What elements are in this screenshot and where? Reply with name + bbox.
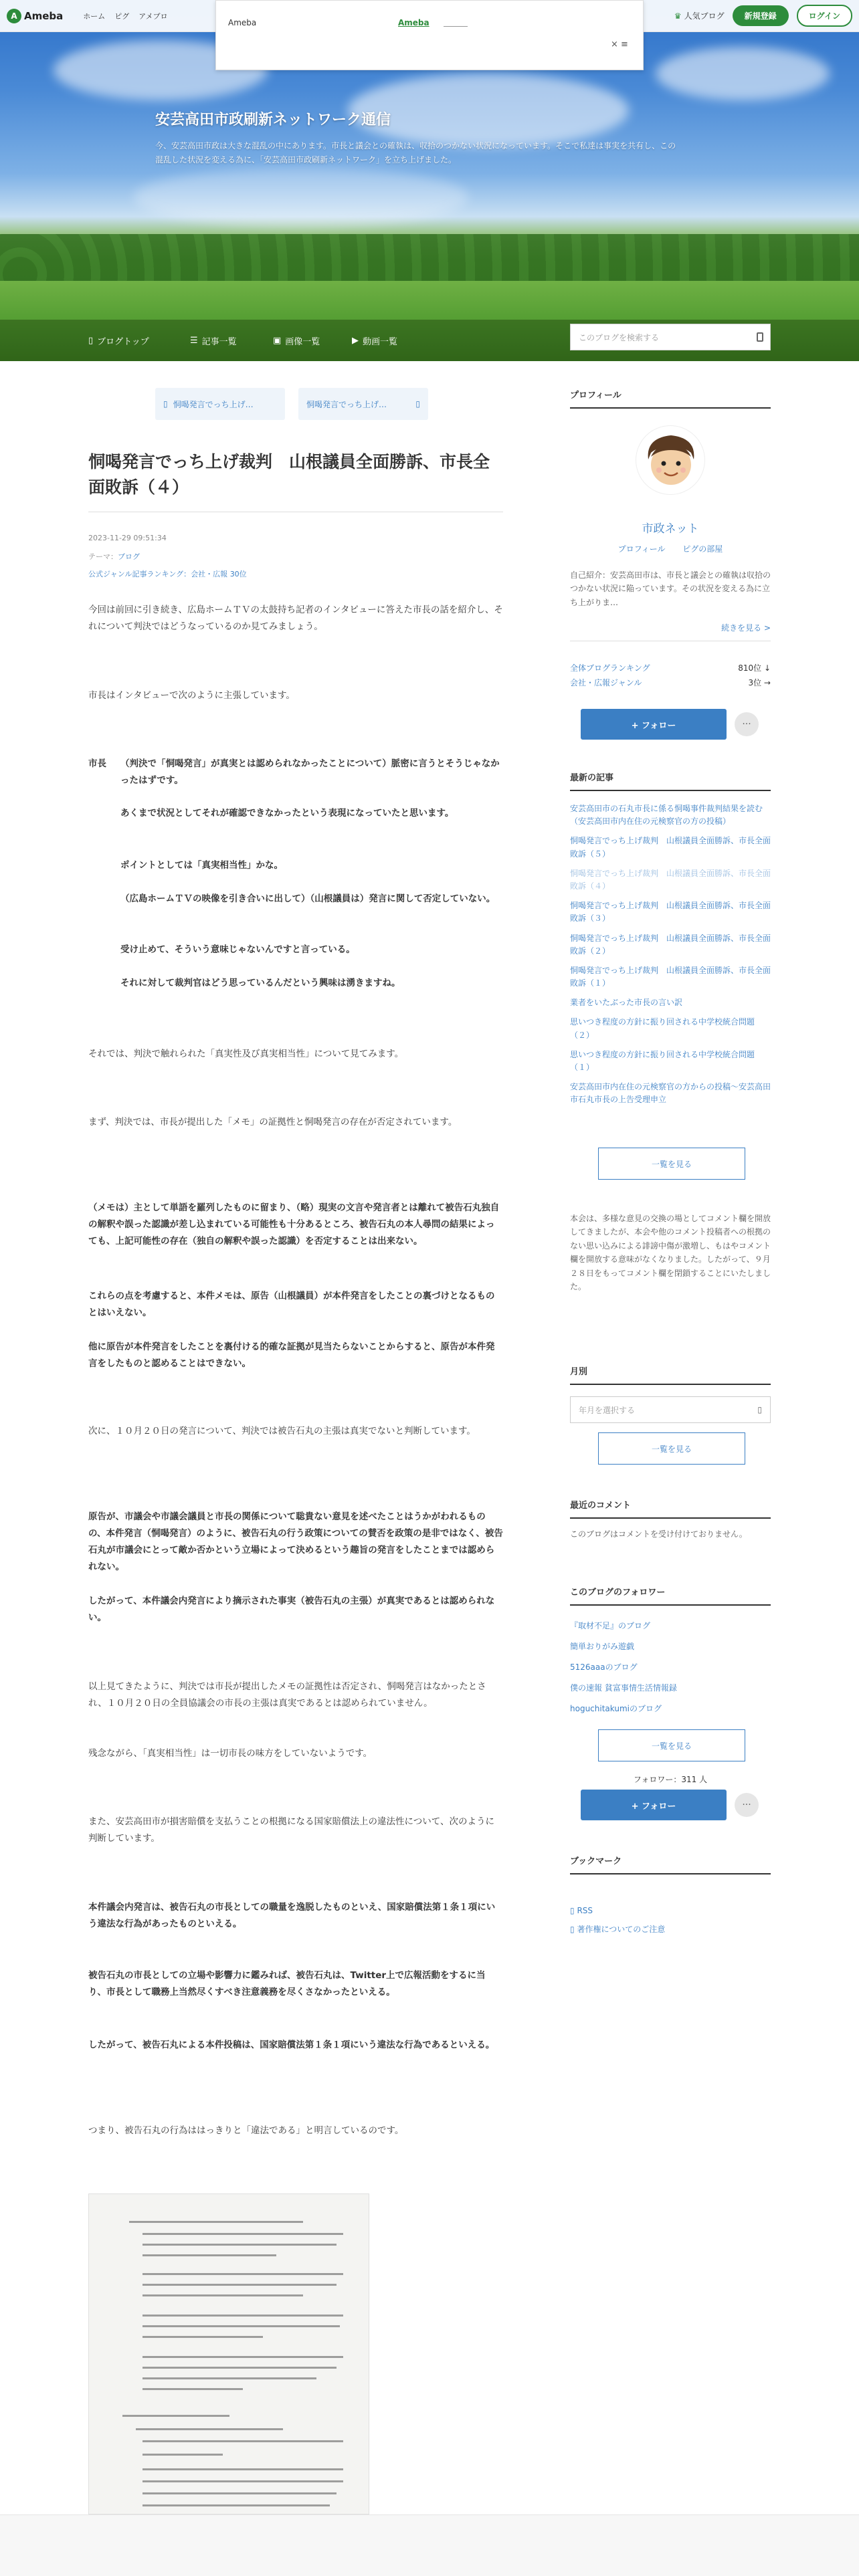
doc-icon: ▯	[570, 1925, 575, 1934]
latest-entry[interactable]: 恫喝発言でっち上げ裁判 山根議員全面勝訴、市長全面敗訴（１）	[570, 965, 771, 988]
followers-heading: このブログのフォロワー	[570, 1585, 771, 1606]
top-right-actions	[674, 5, 852, 27]
follow-button[interactable]: + フォロー	[581, 709, 727, 740]
prev-article-button[interactable]: ▯ 恫喝発言でっち上げ…	[155, 388, 285, 420]
judgment-quote: したがって、被告石丸による本件投稿は、国家賠償法第１条１項にいう違法な行為であるといえる。	[88, 2040, 495, 2050]
nav-entry-list[interactable]: ☰ 記事一覧	[190, 336, 237, 347]
quote-line: ポイントとしては「真実相当性」かな。	[120, 860, 283, 871]
follower-count: フォロワー：311 人	[633, 1775, 708, 1784]
blog-title[interactable]: 安芸高田市政刷新ネットワーク通信	[155, 112, 391, 128]
top-nav-pigg[interactable]: ピグ	[114, 11, 130, 21]
login-button[interactable]: ログイン	[797, 5, 852, 27]
judgment-document-photo[interactable]	[88, 2193, 369, 2514]
popular-blog-link[interactable]: ♛ 人気ブログ	[674, 11, 725, 21]
quote-line: （判決で「恫喝発言」が真実とは認められなかったことについて）脈密に言うとそうじゃなかったはずです。	[120, 758, 500, 786]
rank-genre: 会社・広報ジャンル 3位 →	[570, 678, 771, 687]
follower-item[interactable]: 簡単おりがみ遊戯	[570, 1642, 635, 1651]
profile-intro: 自己紹介：安芸高田市は、市長と議会との確執は収拾のつかない状況に陥っています。その状況を変える為に立ち上がりま…	[570, 570, 771, 607]
signup-button[interactable]: 新規登録	[733, 5, 789, 26]
paragraph: つまり、被告石丸の行為ははっきりと「違法である」と明言しているのです。	[88, 2125, 404, 2136]
rank-all-link[interactable]: 全体ブログランキング	[570, 663, 650, 673]
ad-label: Ameba	[228, 18, 257, 27]
judgment-quote: 他に原告が本件発言をしたことを裏付ける的確な証拠が見当たらないことからすると、原告が本件発言をしたものと認めることはできない。	[88, 1341, 495, 1369]
latest-entry[interactable]: 安芸高田市の石丸市長に係る恫喝事件裁判結果を読む（安芸高田市内在住の元検察官の方の投稿）	[570, 804, 763, 827]
paragraph: それでは、判決で触れられた「真実性及び真実相当性」について見てみます。	[88, 1049, 404, 1059]
follower-list	[570, 1620, 771, 1723]
follow-button-2[interactable]: + フォロー	[581, 1790, 727, 1820]
quote-line: それに対して裁判官はどう思っているんだという興味は湧きますね。	[120, 978, 401, 988]
follower-item[interactable]: 5126aaaのブログ	[570, 1662, 638, 1672]
latest-entry[interactable]: 恫喝発言でっち上げ裁判 山根議員全面勝訴、市長全面敗訴（２）	[570, 933, 771, 956]
bookmark-heading: ブックマーク	[570, 1854, 771, 1874]
copyright-link[interactable]: ▯ 著作権についてのご注意	[570, 1925, 666, 1934]
judgment-quote: したがって、本件議会内発言により摘示された事実（被告石丸の主張）が真実であるとは認められない。	[88, 1596, 495, 1623]
latest-heading: 最新の記事	[570, 770, 771, 791]
paragraph: 残念ながら、「真実相当性」は一切市長の味方をしていないようです。	[88, 1748, 373, 1759]
paragraph: 以上見てきたように、判決では市長が提出したメモの証拠性は否定され、恫喝発言はなかったとされ、１０月２０日の全員協議会の市長の主張は真実であるとは認められていません。	[88, 1681, 486, 1709]
image-icon: ▣	[273, 336, 282, 346]
tree-line	[0, 234, 859, 288]
article-theme: テーマ：ブログ	[88, 552, 140, 561]
comments-heading: 最近のコメント	[570, 1498, 771, 1519]
profile-name[interactable]: 市政ネット	[642, 522, 699, 536]
top-nav	[83, 11, 167, 21]
avatar-icon	[636, 426, 705, 495]
theme-link[interactable]: ブログ	[118, 552, 140, 561]
latest-entry[interactable]: 恫喝発言でっち上げ裁判 山根議員全面勝訴、市長全面敗訴（３）	[570, 901, 771, 924]
crown-icon: ♛	[674, 11, 682, 21]
cloud	[134, 167, 468, 227]
article-date: 2023-11-29 09:51:34	[88, 534, 167, 542]
profile-links	[570, 543, 771, 554]
judgment-quote: （メモは）主として単語を羅列したものに留まり、（略）現実の文言や発言者とは離れて被告石丸独自の解釈や誤った認識が差し込まれている可能性も十分あるところ、被告石丸の本人尋問の結果によっても、上記可能性の存在（独自の解釈や誤った認識）を否定することは出来ない。	[88, 1202, 500, 1247]
ameba-logo-icon: A	[7, 9, 21, 23]
next-article-button[interactable]: 恫喝発言でっち上げ… ▯	[298, 388, 428, 420]
judgment-quote: 被告石丸の市長としての立場や影響力に鑑みれば、被告石丸は、Twitter上で広報活動をするに当り、市長として職務上当然尽くすべき注意義務を尽くさなかったといえる。	[88, 1970, 486, 1998]
bars-icon: ▯	[88, 336, 94, 346]
ranking-link[interactable]: 公式ジャンル記事ランキング：	[88, 570, 191, 578]
read-more-link[interactable]: 続きを見る >	[721, 623, 771, 633]
paragraph: 市長はインタビューで次のように主張しています。	[88, 690, 295, 701]
cloud	[656, 47, 830, 100]
month-select[interactable]: 年月を選択する ▯	[570, 1396, 771, 1423]
latest-entry[interactable]: 思いつき程度の方針に振り回される中学校統合問題（１）	[570, 1049, 755, 1072]
follower-item[interactable]: 『取材不足』のブログ	[570, 1621, 651, 1630]
nav-image-list[interactable]: ▣ 画像一覧	[273, 336, 320, 347]
rss-icon: ▯	[570, 1906, 575, 1915]
paragraph: また、安芸高田市が損害賠償を支払うことの根拠になる国家賠償法上の違法性について、次のように判断しています。	[88, 1816, 494, 1844]
article-pager	[155, 388, 428, 420]
article-ranking	[88, 568, 247, 579]
ad-close-icon[interactable]: × ≡	[611, 39, 628, 49]
ameba-logo[interactable]: A Ameba	[7, 9, 63, 23]
monthly-list-all-button[interactable]: 一覧を見る	[598, 1432, 745, 1465]
latest-entries	[570, 802, 771, 1113]
ad-banner[interactable]	[215, 0, 644, 70]
profile-heading: プロフィール	[570, 388, 771, 409]
ad-divider	[444, 26, 468, 27]
followers-list-all-button[interactable]: 一覧を見る	[598, 1729, 745, 1761]
paragraph: まず、判決では、市長が提出した「メモ」の証拠性と恫喝発言の存在が否定されています。	[88, 1117, 458, 1128]
video-icon: ▶	[352, 336, 359, 346]
latest-entry[interactable]: 業者をいたぶった市長の言い訳	[570, 998, 683, 1008]
follower-item[interactable]: hoguchitakumiのブログ	[570, 1704, 662, 1713]
nav-video-list[interactable]: ▶ 動画一覧	[352, 336, 398, 347]
judgment-quote: これらの点を考慮すると、本件メモは、原告（山根議員）が本件発言をしたことの裏づけとなるものとはいえない。	[88, 1291, 495, 1318]
ranking-rank: 30位	[229, 570, 247, 578]
quote-line: 受け止めて、そういう意味じゃないんですと言っている。	[120, 944, 355, 955]
quote-speaker: 市長	[88, 758, 106, 769]
footer-area	[0, 2514, 859, 2576]
pigg-room-link[interactable]: ピグの部屋	[682, 544, 723, 554]
rank-all: 全体ブログランキング 810位 ↓	[570, 663, 771, 673]
chevron-right-icon: ▯	[415, 399, 420, 409]
latest-entry[interactable]: 思いつき程度の方針に振り回される中学校統合問題（２）	[570, 1017, 755, 1040]
ad-link[interactable]: Ameba	[398, 18, 430, 27]
nav-blog-top[interactable]: ▯ ブログトップ	[88, 336, 149, 347]
top-nav-home[interactable]: ホーム	[83, 11, 106, 21]
more-options-icon[interactable]: ···	[735, 712, 759, 736]
judgment-quote: 本件議会内発言は、被告石丸の市長としての職量を逸脱したものといえ、国家賠償法第１条１項にいう違法な行為があったものといえる。	[88, 1902, 496, 1929]
chevron-down-icon: ▯	[757, 1405, 762, 1414]
quote-line: （広島ホームＴＶの映像を引き合いに出して）（山根議員は）発言に関して否定していない。	[120, 893, 496, 904]
top-nav-ameblo[interactable]: アメブロ	[138, 11, 168, 21]
search-icon[interactable]	[757, 332, 763, 342]
latest-entry-current[interactable]: 恫喝発言でっち上げ裁判 山根議員全面勝訴、市長全面敗訴（４）	[570, 868, 771, 891]
monthly-heading: 月別	[570, 1364, 771, 1385]
article-title: 恫喝発言でっち上げ裁判 山根議員全面勝訴、市長全面敗訴（４）	[88, 452, 490, 497]
latest-entry[interactable]: 安芸高田市内在住の元検察官の方からの投稿～安芸高田市石丸市長の上告受理申立	[570, 1082, 771, 1105]
paragraph: 今回は前回に引き続き、広島ホームＴＶの太鼓持ち記者のインタビューに答えた市長の話を紹介し、それについて判決ではどうなっているのか見てみましょう。	[88, 605, 503, 632]
follower-item[interactable]: 僕の速報 貧富事情生活情報録	[570, 1683, 677, 1693]
list-icon: ☰	[190, 336, 198, 346]
more-options-icon-2[interactable]: ···	[735, 1793, 759, 1817]
paragraph: 次に、１０月２０日の発言について、判決では被告石丸の主張は真実でないと判断しています。	[88, 1426, 476, 1436]
comment-closed-notice: 本会は、多様な意見の交換の場としてコメント欄を開放してきましたが、本会や他のコメント投稿者への根拠のない思い込みによる誹謗中傷が激増し、もはやコメント欄を開放する意味がなくなりました。したがって、９月２８日をもってコメント欄を閉鎖することにいたしました。	[570, 1214, 771, 1291]
chevron-left-icon: ▯	[163, 399, 168, 409]
rss-link[interactable]: ▯ RSS	[570, 1906, 593, 1915]
comments-text: このブログはコメントを受け付けておりません。	[570, 1529, 747, 1539]
rank-genre-link[interactable]: 会社・広報ジャンル	[570, 678, 642, 687]
latest-list-all-button[interactable]: 一覧を見る	[598, 1148, 745, 1180]
avatar[interactable]	[636, 425, 705, 495]
ranking-genre-link[interactable]: 会社・広報	[191, 570, 228, 578]
profile-link[interactable]: プロフィール	[617, 544, 666, 554]
blog-description: 今、安芸高田市政は大きな混乱の中にあります。市長と議会との確執は、収拾のつかない状況になっています。そこで私達は事実を共有し、この混乱した状況を変える為に、「安芸高田市政刷新ネットワーク」を立ち上げました。	[155, 141, 676, 165]
latest-entry[interactable]: 恫喝発言でっち上げ裁判 山根議員全面勝訴、市長全面敗訴（５）	[570, 836, 771, 859]
quote-line: あくまで状況としてそれが確認できなかったという表現になっていたと思います。	[120, 808, 454, 819]
judgment-quote: 原告が、市議会や市議会議員と市長の関係について聡貴ない意見を述べたことはうかがわれるものの、本件発言（恫喝発言）のように、被告石丸の行う政策についての賛否を政策の是非ではなく、被告石丸が市議会にとって敵か否かという立場によって決めるという趣旨の発言をしたことまでは認められない。	[88, 1511, 503, 1572]
blog-search-input[interactable]: このブログを検索する	[570, 324, 771, 350]
